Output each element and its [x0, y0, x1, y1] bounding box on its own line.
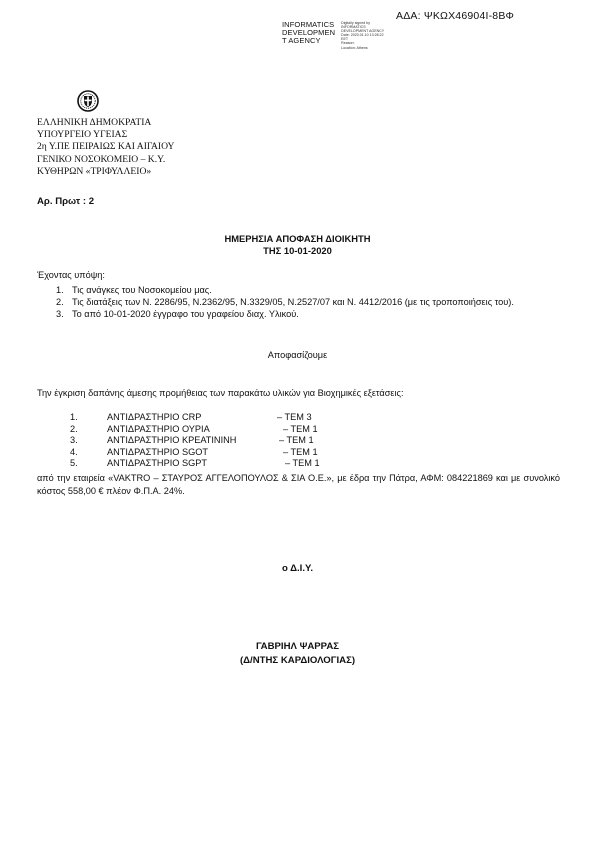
- material-quantity: – ΤΕΜ 1: [285, 458, 320, 469]
- list-item-number: 3.: [56, 309, 64, 320]
- list-item-number: 1.: [56, 285, 64, 295]
- material-row: [70, 435, 370, 447]
- material-quantity: – ΤΕΜ 3: [277, 412, 312, 422]
- considering-list: [56, 284, 561, 321]
- ada-code: ΑΔΑ: ΨΚΩΧ46904Ι-8ΒΦ: [396, 10, 515, 22]
- material-name: ΑΝΤΙΔΡΑΣΤΗΡΙΟ ΚΡΕΑΤΙΝΙΝΗ: [107, 435, 237, 446]
- material-number: 4.: [70, 446, 78, 457]
- list-item-text: Τις ανάγκες του Νοσοκομείου μας.: [72, 285, 212, 295]
- material-quantity: – ΤΕΜ 1: [283, 423, 318, 434]
- material-row: [70, 412, 370, 424]
- greek-coat-of-arms-icon: [77, 90, 99, 112]
- stamp-fine-line: EET: [341, 37, 349, 42]
- list-item: [56, 284, 561, 296]
- stamp-line: INFORMATICS: [282, 20, 335, 29]
- stamp-fine-line: Digitally signed by: [341, 21, 371, 25]
- material-name: ΑΝΤΙΔΡΑΣΤΗΡΙΟ SGPT: [107, 458, 207, 469]
- stamp-line: DEVELOPMEN: [282, 28, 336, 38]
- material-quantity: – ΤΕΜ 1: [283, 446, 318, 457]
- material-number: 3.: [70, 435, 78, 446]
- digital-signature-stamp: [282, 21, 384, 50]
- decision-heading: Αποφασίζουμε: [267, 350, 328, 360]
- header-line: 2η Υ.ΠΕ ΠΕΙΡΑΙΩΣ ΚΑΙ ΑΙΓΑΙΟΥ: [37, 141, 175, 153]
- list-item-text: Το από 10-01-2020 έγγραφο του γραφείου διαχ. Υλικού.: [72, 309, 299, 320]
- material-number: 1.: [70, 412, 78, 422]
- document-date: ΤΗΣ 10-01-2020: [263, 245, 332, 256]
- stamp-fine-line: Reason:: [341, 41, 355, 46]
- stamp-fine-line: Location: Athens: [341, 45, 368, 50]
- material-number: 2.: [70, 423, 78, 434]
- stamp-fine-line: DEVELOPMENT AGENCY: [341, 29, 385, 34]
- material-name: ΑΝΤΙΔΡΑΣΤΗΡΙΟ SGOT: [107, 446, 208, 457]
- list-item: [56, 308, 561, 320]
- approval-statement: Την έγκριση δαπάνης άμεσης προμήθειας των παρακάτω υλικών για Βιοχημικές εξετάσεις:: [37, 388, 404, 398]
- material-name: ΑΝΤΙΔΡΑΣΤΗΡΙΟ CRP: [107, 412, 202, 422]
- list-item: [56, 296, 561, 308]
- stamp-agency-name: [282, 21, 335, 50]
- header-line: ΓΕΝΙΚΟ ΝΟΣΟΚΟΜΕΙΟ – Κ.Υ.: [37, 153, 166, 165]
- protocol-number: Αρ. Πρωτ : 2: [37, 196, 95, 207]
- issuer-header: [37, 117, 174, 178]
- signatory-name: ΓΑΒΡΙΗΛ ΨΑΡΡΑΣ: [255, 641, 340, 652]
- list-item-number: 2.: [56, 297, 64, 308]
- material-number: 5.: [70, 458, 78, 469]
- material-quantity: – ΤΕΜ 1: [279, 435, 314, 446]
- header-line: ΕΛΛΗΝΙΚΗ ΔΗΜΟΚΡΑΤΙΑ: [37, 117, 152, 128]
- list-item-text: Τις διατάξεις των Ν. 2286/95, Ν.2362/95, Ν.3329/05, Ν.2527/07 και Ν. 4412/2016 (με τις τροποποιήσεις του).: [72, 297, 514, 308]
- signatory-title: (Δ/ΝΤΗΣ ΚΑΡΔΙΟΛΟΓΙΑΣ): [239, 655, 356, 666]
- material-row: [70, 424, 370, 436]
- signatory-role: ο Δ.Ι.Υ.: [281, 563, 314, 574]
- material-row: [70, 447, 370, 459]
- header-line: ΚΥΘΗΡΩΝ «ΤΡΙΦΥΛΛΕΙΟ»: [37, 165, 152, 177]
- header-line: ΥΠΟΥΡΓΕΙΟ ΥΓΕΙΑΣ: [37, 129, 128, 141]
- material-name: ΑΝΤΙΔΡΑΣΤΗΡΙΟ ΟΥΡΙΑ: [107, 423, 210, 434]
- material-row: [70, 458, 370, 470]
- stamp-fine-print: [341, 21, 384, 50]
- stamp-fine-line: INFORMATICS: [341, 25, 366, 30]
- materials-list: [70, 412, 370, 470]
- document-title: ΗΜΕΡΗΣΙΑ ΑΠΟΦΑΣΗ ΔΙΟΙΚΗΤΗ: [224, 233, 371, 244]
- stamp-fine-line: Date: 2020.01.10 13:28:22: [341, 33, 384, 38]
- considering-intro: Έχοντας υπόψη:: [37, 270, 105, 280]
- stamp-line: T AGENCY: [282, 36, 321, 46]
- supplier-statement: από την εταιρεία «VAKTRO – ΣΤΑΥΡΟΣ ΑΓΓΕΛΟΠΟΥΛΟΣ & ΣΙΑ Ο.Ε.», με έδρα την Πάτρα, ΑΦΜ: 084221869 και με συνολικό κόστος 558,00 € πλέον Φ.Π.Α. 24%.: [37, 473, 560, 496]
